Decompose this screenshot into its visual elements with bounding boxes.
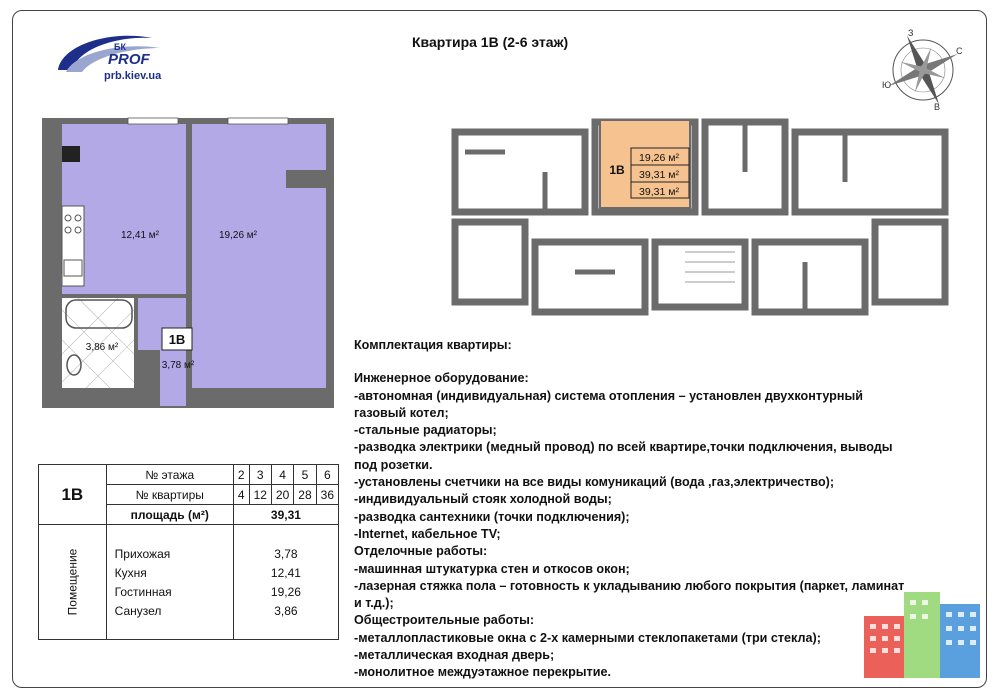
flat-cell: 28 [294,485,316,505]
rooms-group-label [39,525,107,640]
table-row [39,465,339,485]
table-row [39,525,339,545]
flat-cell: 12 [249,485,271,505]
buildings-icon [862,590,982,680]
flat-cell: 36 [316,485,338,505]
room-area: 12,41 [233,563,338,582]
svg-text:В: В [934,102,941,112]
description-line: -лазерная стяжка пола – готовность к укладыванию любого покрытия (паркет, ламинат [354,578,905,593]
hallway-area-label: 3,78 м² [161,360,195,371]
floor-cell: 5 [294,465,316,485]
floor-plan [445,112,953,330]
plan-apartment-tag: 1В [168,332,186,347]
svg-text:PROF: PROF [108,51,150,68]
room-area: 3,78 [233,544,338,563]
apartment-plan [38,110,338,410]
svg-text:БК: БК [114,42,126,52]
description-line: -стальные радиаторы; [354,423,497,438]
floor-cell: 4 [271,465,293,485]
room-name: Санузел [106,601,233,620]
compass-icon [868,22,978,118]
description-heading: Комплектация квартиры: [354,338,512,352]
description-line: -установлены счетчики на все виды комуникаций (вода ,газ,электричество); [354,475,835,490]
description-line: -металлопластиковые окна с 2-х камерными стеклопакетами (три стекла); [354,630,821,645]
description-line: -металлическая входная дверь; [354,648,555,663]
flat-label: № квартиры [106,485,233,505]
flat-cell: 4 [233,485,249,505]
description-line: газовый котел; [354,405,449,420]
description-line: под розетки. [354,457,433,472]
description-line: и т.д.); [354,596,394,611]
description-line: -Internet, кабельное TV; [354,526,501,541]
description-line: -разводка электрики (медный провод) по всей квартире,точки подключения, выводы [354,440,893,455]
rooms-group-text: Помещение [65,548,80,616]
living-area-label: 19,26 м² [218,230,258,241]
total-area-value: 39,31 [233,505,338,525]
floor-plan-area-1: 19,26 м² [639,152,679,164]
section-title-engineering: Инженерное оборудование: [354,371,529,386]
area-label: площадь (м²) [106,505,233,525]
logo-url: prb.kiev.ua [104,70,162,82]
living-room-area [192,124,326,388]
description-line: -разводка сантехники (точки подключения); [354,509,630,524]
description-line: -индивидуальный стояк холодной воды; [354,492,612,507]
floor-plan-area-2: 39,31 м² [639,169,679,181]
bathroom-area-label: 3,86 м² [85,342,119,353]
floor-cell: 6 [316,465,338,485]
floor-label: № этажа [106,465,233,485]
floor-plan-area-3: 39,31 м² [639,186,679,198]
svg-text:С: С [956,46,963,56]
flat-cell: 20 [271,485,293,505]
floor-cell: 2 [233,465,249,485]
floor-cell: 3 [249,465,271,485]
room-name: Гостинная [106,582,233,601]
floor-plan-tag: 1В [609,163,625,177]
description-line: -автономная (индивидуальная) система отопления – установлен двухконтурный [354,388,863,403]
description-line: -машинная штукатурка стен и откосов окон; [354,561,630,576]
room-area: 19,26 [233,582,338,601]
page-title: Квартира 1В (2-6 этаж) [412,34,569,50]
apartment-spec-table [38,464,339,640]
kitchen-area-label: 12,41 м² [120,230,160,241]
description-line: -монолитное междуэтажное перекрытие. [354,665,611,680]
table-apartment-label: 1В [39,465,107,525]
section-title-finishing: Отделочные работы: [354,544,488,559]
section-title-construction: Общестроительные работы: [354,613,535,628]
room-name: Прихожая [106,544,233,563]
svg-text:З: З [908,28,914,38]
svg-text:Ю: Ю [882,80,892,90]
room-area: 3,86 [233,601,338,620]
room-name: Кухня [106,563,233,582]
